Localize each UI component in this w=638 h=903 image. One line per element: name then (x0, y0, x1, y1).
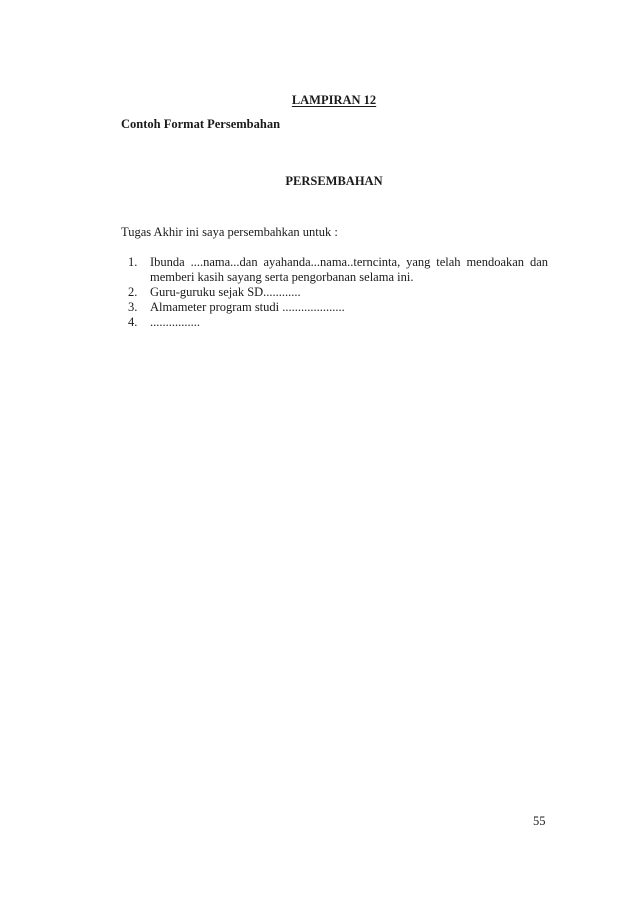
list-item-number: 3. (128, 300, 138, 314)
list-item-text: Guru-guruku sejak SD............ (150, 285, 301, 299)
list-item (128, 315, 548, 330)
dedication-list (128, 255, 548, 330)
list-item-text: Almameter program studi .................... (150, 300, 345, 314)
list-item-number: 1. (128, 255, 138, 269)
list-item-text: ................ (150, 315, 200, 329)
format-title: Contoh Format Persembahan (121, 117, 281, 131)
list-item-text: Ibunda ....nama...dan ayahanda...nama..terncinta, yang telah mendoakan dan memberi kasih sayang serta pengorbanan selama ini. (150, 255, 548, 284)
list-item (128, 285, 548, 300)
section-title-text: PERSEMBAHAN (285, 174, 383, 188)
list-item-number: 4. (128, 315, 138, 329)
list-item (128, 300, 548, 315)
list-item-number: 2. (128, 285, 138, 299)
intro-text: Tugas Akhir ini saya persembahkan untuk : (121, 225, 338, 239)
section-title (0, 173, 638, 189)
list-item (128, 255, 548, 285)
appendix-heading (0, 92, 638, 108)
page-number: 55 (533, 814, 546, 828)
appendix-heading-text: LAMPIRAN 12 (291, 93, 377, 107)
